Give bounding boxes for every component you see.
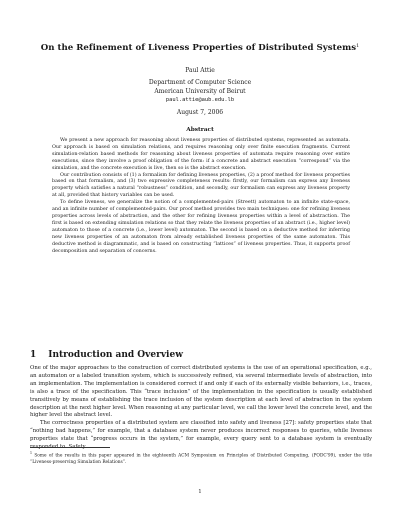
section-title: Introduction and Overview bbox=[48, 350, 183, 360]
affiliation-line-2: American University of Beirut bbox=[154, 88, 246, 95]
title-text: On the Refinement of Liveness Properties of Distributed Systems bbox=[40, 43, 357, 53]
author-email: paul.attie@aub.edu.lb bbox=[165, 97, 235, 103]
footnote-mark: 1 bbox=[30, 451, 33, 455]
body-paragraph-2: The correctness properties of a distributed system are classified into safety and liveness [27]: safety properties state that “nothing bad happens,” for example, that a database system never produces incorrect responses to queries, while liveness properties state that “progress occurs in the system,” for example, every query sent to a database system is eventually responded to. Safety bbox=[30, 420, 372, 451]
abstract-heading: Abstract bbox=[186, 127, 214, 133]
abstract-paragraph-1: We present a new approach for reasoning about liveness properties of distributed systems, represented as automata. Our approach is based on simulation relations, and requires reasoning only over finite execution fragments. Current simulation-relation based methods for reasoning about liveness properties of automata require reasoning over entire executions, since they involve a proof obligation of the form: if a concrete and abstract execution “correspond” via the simulation, and the concrete execution is live, then so is the abstract execution. bbox=[52, 138, 350, 171]
page-number: 1 bbox=[198, 489, 202, 495]
abstract-body bbox=[52, 138, 350, 255]
paper-title bbox=[0, 43, 400, 53]
footnote bbox=[30, 450, 372, 466]
affiliation-line-1: Department of Computer Science bbox=[148, 79, 252, 86]
abstract-paragraph-2: Our contribution consists of (1) a formalism for defining liveness properties, (2) a proof method for liveness properties based on that formalism, and (3) two expressive completeness results: firstly, our formalism can express any liveness property which satisfies a natural “robustness” condition, and secondly, our formalism can express any liveness property at all, provided that history variables can be used. bbox=[52, 172, 350, 199]
abstract-paragraph-3: To define liveness, we generalize the notion of a complemented-pairs (Streett) automaton to an infinite state-space, and an infinite number of complemented-pairs. Our proof method provides two main techniques: one for refining liveness properties across levels of abstraction, and the other for refining liveness properties within a level of abstraction. The first is based on extending simulation relations so that they relate the liveness properties of an abstract (i.e., higher level) automaton to those of a concrete (i.e., lower level) automaton. The second is based on a deductive method for inferring new liveness properties of an automaton from already established liveness properties of the same automaton. This deductive method is diagrammatic, and is based on constructing “lattices” of liveness properties. Thus, it supports proof decomposition and separation of concerns. bbox=[52, 200, 350, 254]
section-number: 1 bbox=[30, 350, 37, 360]
section-body bbox=[30, 365, 372, 452]
section-heading bbox=[30, 350, 183, 360]
footnote-rule bbox=[30, 447, 110, 448]
body-paragraph-1: One of the major approaches to the construction of correct distributed systems is the use of an operational specification, e.g., an automaton or a labeled transition system, which is successively refined, via several intermediate levels of abstraction, into an implementation. The implementation is considered correct if and only if each of its externally visible behaviors, i.e., traces, is also a trace of the specification. This “trace inclusion” of the implementation in the specification is usually established transitively by means of establishing the trace inclusion of the system description at each level of abstraction in the system description at the next higher level. When reasoning at any particular level, we call the lower level the concrete level, and the higher level the abstract level. bbox=[30, 365, 372, 419]
footnote-text: Some of the results in this paper appeared in the eighteenth ACM Symposium on Principles of Distributed Computing, (PODC'99), under the title “Liveness-preserving Simulation Relations”. bbox=[30, 453, 372, 465]
title-footnote-mark: 1 bbox=[356, 43, 360, 49]
paper-date: August 7, 2006 bbox=[176, 109, 224, 116]
author-name: Paul Attie bbox=[185, 67, 215, 74]
